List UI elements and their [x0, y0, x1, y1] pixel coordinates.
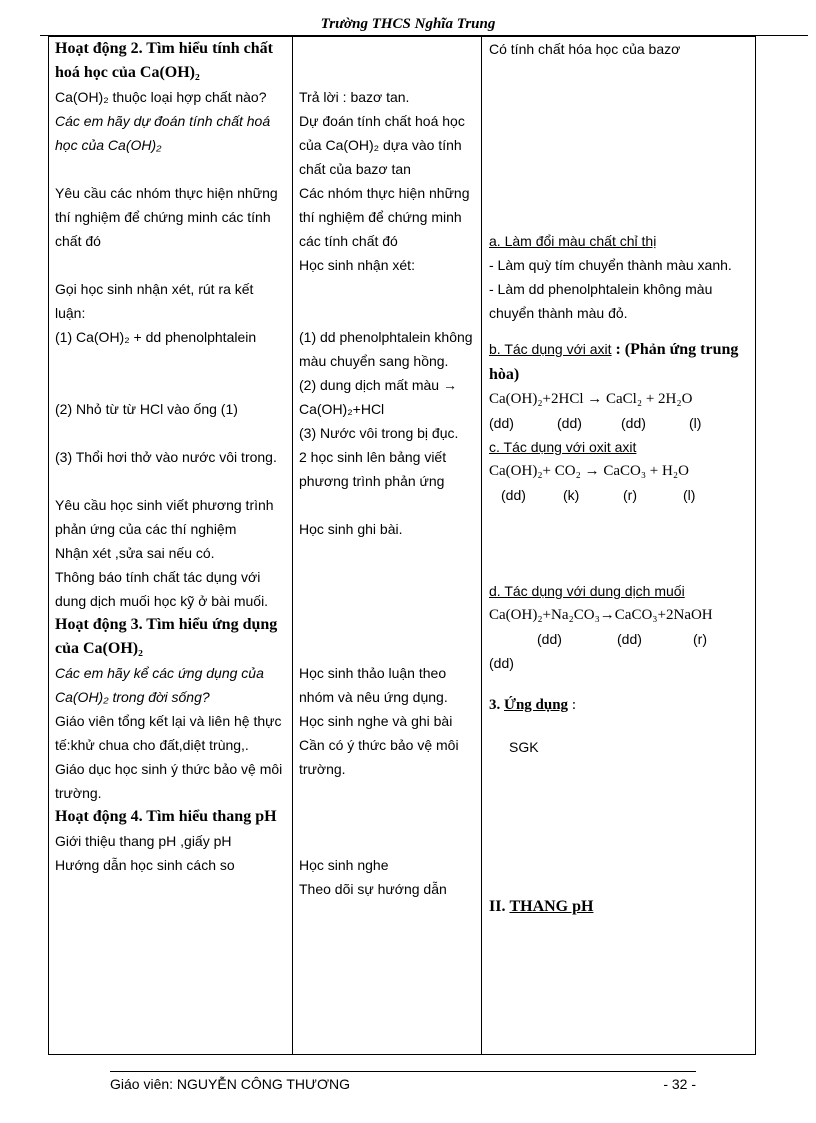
student-activity-line: 2 học sinh lên bảng viết phương trình phản ứng	[299, 449, 447, 489]
section-a-title: a. Làm đổi màu chất chỉ thị	[489, 233, 657, 249]
section-b-states	[489, 411, 751, 435]
spacer	[299, 805, 479, 829]
teacher-activity-line: Hướng dẫn học sinh cách so	[55, 857, 235, 873]
spacer	[299, 301, 479, 325]
spacer	[55, 421, 287, 445]
sgk-reference: SGK	[509, 739, 539, 755]
spacer	[299, 781, 479, 805]
teacher-activity-line: (2) Nhỏ từ từ HCl vào ống (1)	[55, 401, 238, 417]
state-label: (dd)	[489, 415, 514, 431]
spacer	[55, 253, 287, 277]
state-label: (l)	[689, 415, 702, 431]
state-label: (r)	[623, 487, 637, 503]
spacer	[489, 325, 751, 337]
spacer	[299, 829, 479, 853]
student-activity-line: Học sinh nhận xét:	[299, 257, 415, 273]
state-label: (dd)	[537, 631, 562, 647]
student-activity-line: Học sinh nghe	[299, 857, 389, 873]
spacer	[299, 61, 479, 85]
section-ii-number: II.	[489, 898, 506, 915]
spacer	[299, 541, 479, 565]
teacher-activity-line: Ca(OH)₂ thuộc loại hợp chất nào?	[55, 89, 267, 105]
footer-rule	[110, 1071, 696, 1072]
teacher-activity-line: Thông báo tính chất tác dụng với dung dịch muối học kỹ ở bài muối.	[55, 569, 269, 609]
student-activity-line: Các nhóm thực hiện những thí nghiệm để chứng minh các tính chất đó	[299, 185, 470, 249]
spacer	[55, 349, 287, 373]
student-activity-line: Theo dõi sự hướng dẫn	[299, 881, 447, 897]
state-label: (r)	[693, 631, 707, 647]
student-activities-column	[299, 37, 479, 901]
content-column	[489, 37, 751, 919]
section-b-title-extra: : (Phản ứng trung hòa)	[489, 341, 739, 383]
student-activity-line: Cần có ý thức bảo vệ môi trường.	[299, 737, 459, 777]
column-divider	[481, 37, 482, 1054]
teacher-activities-column	[55, 37, 287, 877]
lesson-table	[48, 36, 756, 1055]
teacher-activity-line: Yêu cầu học sinh viết phương trình phản ứng của các thí nghiệm	[55, 497, 274, 537]
content-intro: Có tính chất hóa học của bazơ	[489, 41, 681, 57]
teacher-activity-line: (3) Thổi hơi thở vào nước vôi trong.	[55, 449, 277, 465]
teacher-activity-line: Hoạt động 4. Tìm hiểu thang pH	[55, 808, 277, 825]
teacher-activity-line: Giáo viên tổng kết lại và liên hệ thực tế:khử chua cho đất,diệt trùng,.	[55, 713, 282, 753]
teacher-activity-line: Yêu cầu các nhóm thực hiện những thí nghiệm để chứng minh các tính chất đó	[55, 185, 278, 249]
state-label: (dd)	[621, 415, 646, 431]
section-3-number: 3.	[489, 697, 501, 713]
spacer	[489, 507, 751, 579]
spacer	[299, 277, 479, 301]
section-c-equation: Ca(OH)₂+ CO₂ → CaCO₃ + H₂O	[489, 463, 689, 479]
section-d-states	[489, 627, 751, 651]
section-d-equation: Ca(OH)₂+Na₂CO₃→CaCO₃+2NaOH	[489, 607, 713, 623]
student-activity-line: Học sinh thảo luận theo nhóm và nêu ứng dụng.	[299, 665, 448, 705]
state-label: (l)	[683, 487, 696, 503]
spacer	[299, 37, 479, 61]
spacer	[299, 589, 479, 613]
teacher-activity-line: Hoạt động 3. Tìm hiểu ứng dụng của Ca(OH)₂	[55, 616, 278, 657]
section-b-equation: Ca(OH)₂+2HCl → CaCl₂ + 2H₂O	[489, 391, 693, 407]
section-b-title: b. Tác dụng với axit	[489, 341, 612, 357]
teacher-name: Giáo viên: NGUYỄN CÔNG THƯƠNG	[110, 1076, 350, 1092]
student-activity-line: (2) dung dịch mất màu → Ca(OH)₂+HCl	[299, 377, 457, 417]
spacer	[489, 61, 751, 229]
section-ii-title: THANG pH	[509, 898, 594, 915]
column-divider	[292, 37, 293, 1054]
teacher-activity-line: Các em hãy kể các ứng dụng của Ca(OH)₂ trong đời sống?	[55, 665, 264, 705]
section-3-colon: :	[571, 697, 576, 713]
spacer	[299, 493, 479, 517]
section-a-line1: - Làm quỳ tím chuyển thành màu xanh.	[489, 257, 732, 273]
student-activity-line: Dự đoán tính chất hoá học của Ca(OH)₂ dựa vào tính chất của bazơ tan	[299, 113, 465, 177]
student-activity-line: Trả lời : bazơ tan.	[299, 89, 410, 105]
state-label: (k)	[563, 487, 580, 503]
student-activity-line: Học sinh nghe và ghi bài	[299, 713, 453, 729]
teacher-activity-line: Nhận xét ,sửa sai nếu có.	[55, 545, 215, 561]
state-label: (dd)	[557, 415, 582, 431]
spacer	[489, 675, 751, 693]
spacer	[55, 469, 287, 493]
section-a-line2: - Làm dd phenolphtalein không màu chuyển thành màu đỏ.	[489, 281, 713, 321]
teacher-activity-line: Giới thiệu thang pH ,giấy pH	[55, 833, 232, 849]
state-label: (dd)	[617, 631, 642, 647]
student-activity-line: Học sinh ghi bài.	[299, 521, 403, 537]
section-c-title: c. Tác dụng với oxit axit	[489, 439, 637, 455]
state-label: (dd)	[501, 487, 526, 503]
spacer	[55, 373, 287, 397]
spacer	[299, 565, 479, 589]
spacer	[55, 157, 287, 181]
teacher-activity-line: Gọi học sinh nhận xét, rút ra kết luận:	[55, 281, 254, 321]
page-number: - 32 -	[663, 1076, 696, 1092]
spacer	[489, 759, 751, 895]
spacer	[299, 613, 479, 637]
student-activity-line: (1) dd phenolphtalein không màu chuyển sang hồng.	[299, 329, 473, 369]
student-activity-line: (3) Nước vôi trong bị đục.	[299, 425, 459, 441]
spacer	[299, 637, 479, 661]
section-c-states	[489, 483, 751, 507]
page-footer	[110, 1076, 696, 1092]
spacer	[489, 717, 751, 735]
teacher-activity-line: Hoạt động 2. Tìm hiểu tính chất hoá học của Ca(OH)₂	[55, 40, 273, 81]
page-header: Trường THCS Nghĩa Trung	[320, 16, 496, 32]
section-3-title: Ứng dụng	[504, 697, 569, 713]
section-d-title: d. Tác dụng với dung dịch muối	[489, 583, 685, 599]
teacher-activity-line: (1) Ca(OH)₂ + dd phenolphtalein	[55, 329, 257, 345]
state-label: (dd)	[489, 655, 514, 671]
teacher-activity-line: Các em hãy dự đoán tính chất hoá học của Ca(OH)₂	[55, 113, 271, 153]
teacher-activity-line: Giáo dục học sinh ý thức bảo vệ môi trường.	[55, 761, 283, 801]
